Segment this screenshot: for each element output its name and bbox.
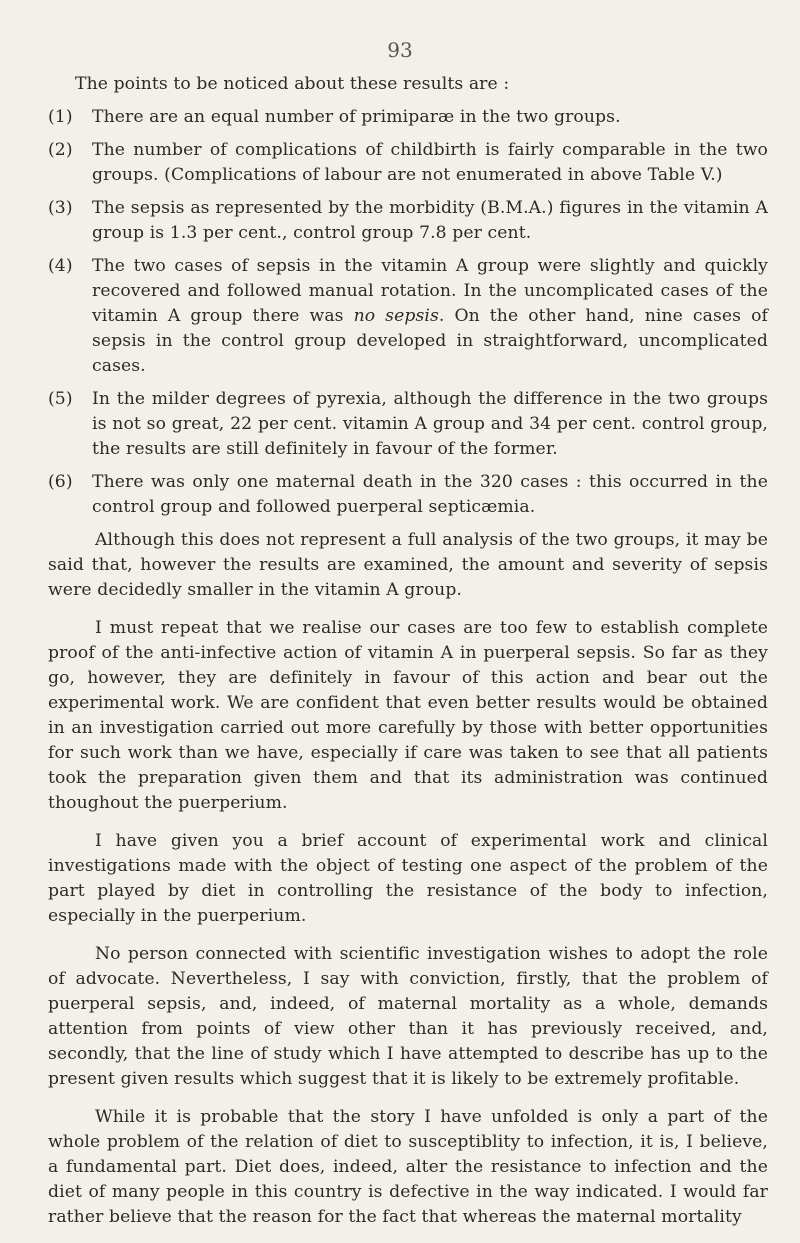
list-item-text: [92, 256, 768, 376]
list-item: [48, 138, 768, 188]
list-item-number: (1): [48, 107, 73, 127]
list-item-number: (6): [48, 472, 73, 492]
list-item-text-before: The two cases of sepsis in the vitamin A group were slightly and quickly recovered and followed manual rotation. In the uncomplicated cases of the vitamin A group there was: [92, 256, 768, 326]
paragraph: Although this does not represent a full analysis of the two groups, it may be said that, however the results are examined, the amount and severity of sepsis were decidedly smaller in the vitamin A group.: [48, 530, 768, 600]
list-item: [48, 387, 768, 462]
body-text: [48, 72, 768, 1243]
list-item: [48, 470, 768, 520]
list-item-number: (3): [48, 198, 73, 218]
list-item-text: The sepsis as represented by the morbidity (B.M.A.) figures in the vitamin A group is 1.3 per cent., control group 7.8 per cent.: [92, 198, 768, 243]
intro-sentence: The points to be noticed about these results are :: [75, 74, 510, 94]
paragraph: I must repeat that we realise our cases are too few to establish complete proof of the anti-infective action of vitamin A in puerperal sepsis. So far as they go, however, they are definitely in favour of this action and bear out the experimental work. We are confident that even better results would be obtained in an investigation carried out more carefully by those with better opportunities for such work than we have, especially if care was taken to see that all patients took the preparation given them and that its administration was continued thoughout the puerperium.: [48, 618, 768, 813]
emphasis-no-sepsis: no sepsis: [353, 306, 439, 326]
paragraph: While it is probable that the story I have unfolded is only a part of the whole problem of the relation of diet to susceptiblity to infection, it is, I believe, a fundamental part. Diet does, indeed, alter the resistance to infection and the diet of many people in this country is defective in the way indicated. I would far rather believe that the reason for the fact that whereas the maternal mortality: [48, 1107, 768, 1227]
results-list: [48, 105, 768, 520]
list-item-number: (4): [48, 256, 73, 276]
list-item: [48, 196, 768, 246]
list-item-number: (5): [48, 389, 73, 409]
page-number: 93: [387, 38, 413, 62]
list-item: [48, 254, 768, 379]
list-item-number: (2): [48, 140, 73, 160]
list-item: [48, 105, 768, 130]
list-item-text: There was only one maternal death in the 320 cases : this occurred in the control group and followed puerperal septicæmia.: [92, 472, 768, 517]
paragraph: I have given you a brief account of experimental work and clinical investigations made with the object of testing one aspect of the problem of the part played by diet in controlling the resistance of the body to infection, especially in the puerperium.: [48, 831, 768, 926]
paragraph: No person connected with scientific investigation wishes to adopt the role of advocate. Nevertheless, I say with conviction, firstly, that the problem of puerperal sepsis, and, indeed, of maternal mortality as a whole, demands attention from points of view other than it has previously received, and, secondly, that the line of study which I have attempted to describe has up to the present given results which suggest that it is likely to be extremely profitable.: [48, 944, 768, 1089]
list-item-text: In the milder degrees of pyrexia, although the difference in the two groups is not so great, 22 per cent. vitamin A group and 34 per cent. control group, the results are still definitely in favour of the former.: [92, 389, 768, 459]
list-item-text: There are an equal number of primiparæ in the two groups.: [92, 107, 621, 127]
list-item-text-after: . On the other hand, nine cases of sepsis in the control group developed in straightforward, uncomplicated cases.: [92, 306, 768, 376]
list-item-text: The number of complications of childbirth is fairly comparable in the two groups. (Complications of labour are not enumerated in above Table V.): [92, 140, 768, 185]
